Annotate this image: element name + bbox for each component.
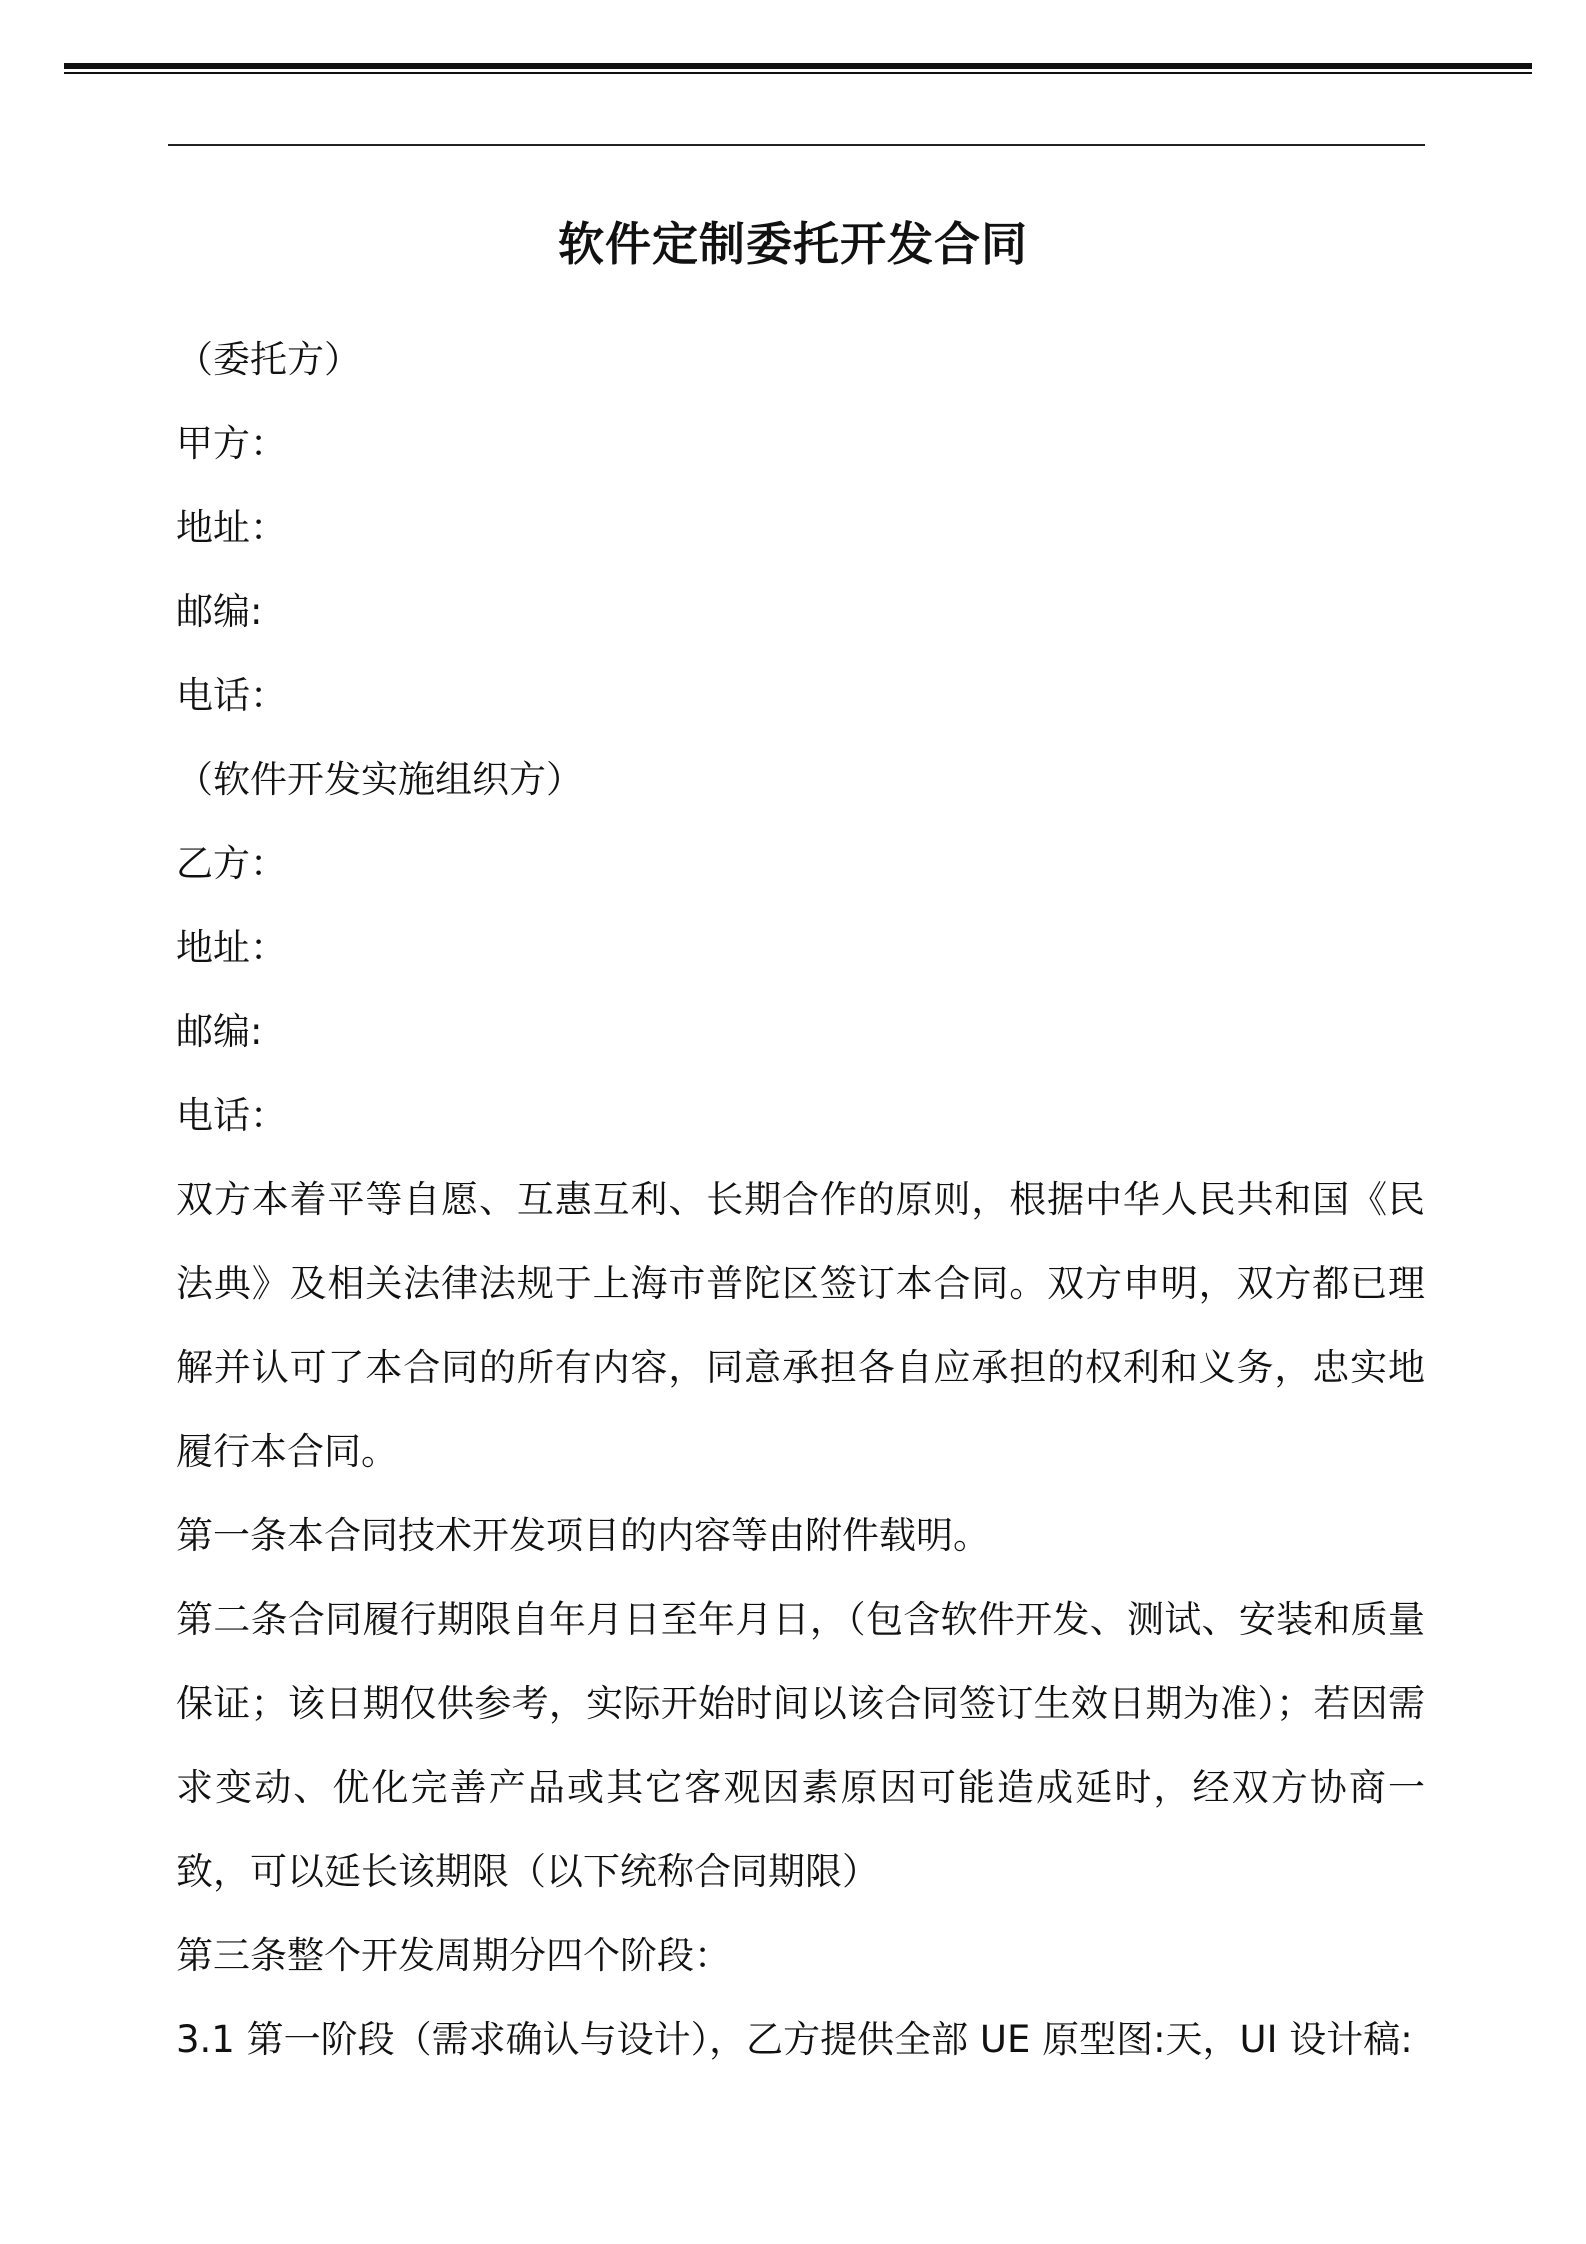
clause-3-1: 3.1 第一阶段（需求确认与设计），乙方提供全部 UE 原型图:天，UI 设计稿:	[176, 2018, 1413, 2061]
party-a-role: （委托方）	[176, 338, 361, 381]
article-1: 第一条本合同技术开发项目的内容等由附件载明。	[176, 1514, 990, 1557]
party-b-address-label: 地址：	[176, 926, 287, 969]
top-border-thin	[64, 72, 1532, 74]
party-a-postcode-label: 邮编:	[176, 590, 263, 633]
top-border-thick	[64, 63, 1532, 69]
preamble-paragraph: 双方本着平等自愿、互惠互利、长期合作的原则，根据中华人民共和国《民法典》及相关法律法规于上海市普陀区签订本合同。双方申明，双方都已理解并认可了本合同的所有内容，同意承担各自应承担的权利和义务，忠实地履行本合同。	[176, 1178, 1425, 1473]
header-rule	[168, 144, 1425, 146]
party-b-role: （软件开发实施组织方）	[176, 758, 583, 801]
party-a-address-label: 地址：	[176, 506, 287, 549]
document-title: 软件定制委托开发合同	[558, 217, 1028, 271]
party-b-postcode-label: 邮编:	[176, 1010, 263, 1053]
article-3: 第三条整个开发周期分四个阶段：	[176, 1934, 731, 1977]
contract-body	[176, 318, 1425, 2082]
party-a-phone-label: 电话：	[176, 674, 287, 717]
party-b-name-label: 乙方：	[176, 842, 287, 885]
party-a-name-label: 甲方：	[176, 422, 287, 465]
article-2: 第二条合同履行期限自年月日至年月日，（包含软件开发、测试、安装和质量保证；该日期仅供参考，实际开始时间以该合同签订生效日期为准）；若因需求变动、优化完善产品或其它客观因素原因可能造成延时，经双方协商一致，可以延长该期限（以下统称合同期限）	[176, 1598, 1425, 1893]
party-b-phone-label: 电话：	[176, 1094, 287, 1137]
